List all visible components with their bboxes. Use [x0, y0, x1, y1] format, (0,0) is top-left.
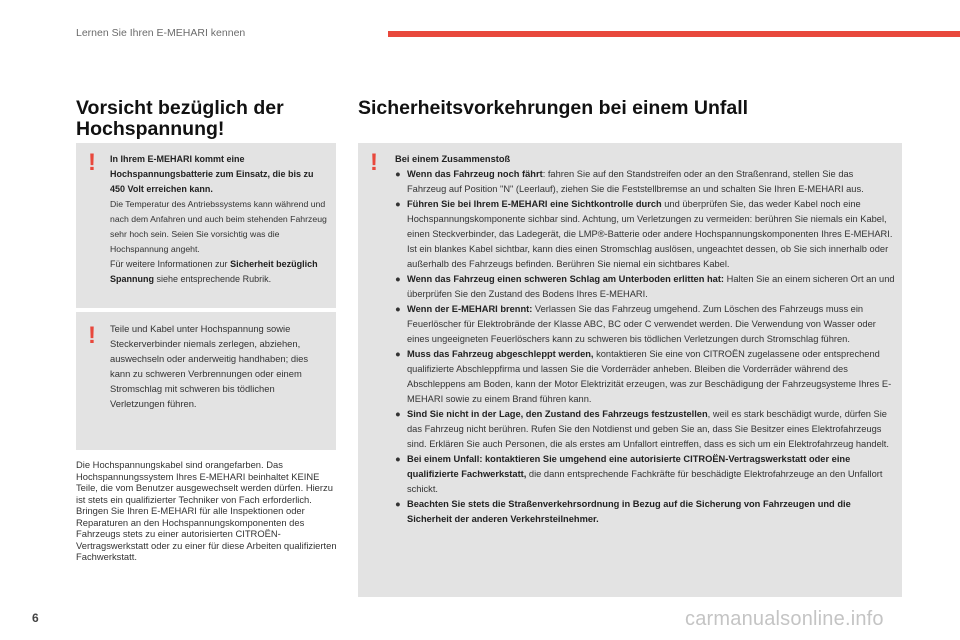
cable-info-text: [76, 459, 342, 563]
warning-exclamation-icon: !: [370, 149, 378, 176]
more-info-prefix: Für weitere Informationen zur: [110, 259, 231, 269]
warning-exclamation-icon: !: [88, 322, 96, 349]
list-item-body: kontaktieren Sie eine von CITROËN zugelassene oder entsprechend qualifizierte Abschleppfirma und lassen Sie die Vorderräder anheben. Bleiben die Vorderräder während des Abschleppens am Boden, kann der Motor Elektrizität erzeugen, was zur Beschädigung der Fahrzeugsysteme Ihres E-MEHARI sowie zu einem Brand führen kann.: [407, 349, 892, 404]
list-item: [395, 167, 895, 197]
list-item-bold: Führen Sie bei Ihrem E-MEHARI eine Sichtkontrolle durch: [407, 199, 662, 209]
cable-info-paragraph-1: Die Hochspannungskabel sind orangefarben. Das Hochspannungssystem Ihres E-MEHARI beinhaltet KEINE Teile, die vom Benutzer ausgewechselt werden dürfen. Hierzu ist stets ein qualifizierter Techniker von Fach erforderlich.: [76, 459, 333, 505]
page-number: 6: [32, 611, 39, 625]
warning-panel-text: [110, 152, 330, 287]
list-item: [395, 302, 895, 347]
accident-safety-text: [395, 152, 895, 527]
warning-exclamation-icon: !: [88, 149, 96, 176]
list-item-bold: Wenn das Fahrzeug noch fährt: [407, 169, 543, 179]
list-item-text: [407, 497, 895, 527]
left-section-title: Vorsicht bezüglich der Hochspannung!: [76, 97, 284, 140]
list-item-bold: Bei einem Unfall: kontaktieren Sie umgehend eine autorisierte CITROËN-Vertragswerkstatt oder eine qualifizierte Fachwerkstatt,: [407, 454, 851, 479]
list-item-bold: Wenn der E-MEHARI brennt:: [407, 304, 533, 314]
header-accent-bar: [388, 31, 960, 37]
list-item-bold: Beachten Sie stets die Straßenverkehrsordnung in Bezug auf die Sicherung von Fahrzeugen und die Sicherheit der anderen Verkehrsteilnehmer.: [407, 499, 851, 524]
bullet-icon: ●: [395, 499, 401, 509]
bullet-icon: ●: [395, 274, 401, 284]
list-item-text: [407, 452, 895, 497]
bullet-icon: ●: [395, 454, 401, 464]
watermark: carmanualsonline.info: [685, 608, 884, 630]
list-item-body: und überprüfen Sie, das weder Kabel noch eine Hochspannungskomponente sichbar sind. Achtung, um Verletzungen zu vermeiden: berühren Sie niemals ein Kabel, einen Steckverbinder, das Ladegerät, die LMP®-Batterie oder andere Hochspannungskomponenten Ihres E-MEHARI. Ist ein blankes Kabel sichtbar, kann dies einen Stromschlag auslösen, ungeachtet dessen, ob Sie sich innerhalb oder außerhalb des Fahrzeugs befinden. Berühren Sie niemal ein sichtbares Kabel.: [407, 199, 893, 269]
bullet-icon: ●: [395, 349, 401, 359]
more-info-bold: Sicherheit bezüglich Spannung: [110, 259, 318, 284]
list-item-text: [407, 272, 895, 302]
header-section-title: Lernen Sie Ihren E-MEHARI kennen: [76, 27, 246, 39]
list-item-bold: Wenn das Fahrzeug einen schweren Schlag am Unterboden erlitten hat:: [407, 274, 725, 284]
list-item-bold: Sind Sie nicht in der Lage, den Zustand des Fahrzeugs festzustellen: [407, 409, 708, 419]
list-item-body: Halten Sie an einem sicheren Ort an und überprüfen Sie den Zustand des Bodens Ihres E-MEHARI.: [407, 274, 895, 299]
accident-safety-panel: [358, 143, 902, 597]
warning-cables-text: Teile und Kabel unter Hochspannung sowie Steckerverbinder niemals zerlegen, abziehen, auswechseln oder anderweitig handhaben; dies kann zu schweren Verbrennungen oder einem Stromschlag mit schweren bis tödlichen Verletzungen führen.: [110, 323, 309, 409]
list-item-body: , weil es stark beschädigt wurde, dürfen Sie das Fahrzeug nicht berühren. Rufen Sie den Notdienst und geben Sie an, dass Sie Besitzer eines Elektrofahrzeugs sind. Erklären Sie auch Personen, die als erstes am Unfallort eintreffen, dass es sich um ein Elektrofahrzeug handelt.: [407, 409, 889, 449]
list-item: [395, 452, 895, 497]
list-item-text: [407, 347, 895, 407]
list-item-text: [407, 302, 895, 347]
warning-bold-intro: In Ihrem E-MEHARI kommt eine Hochspannungsbatterie zum Einsatz, die bis zu 450 Volt erreichen kann.: [110, 154, 314, 194]
bullet-icon: ●: [395, 304, 401, 314]
list-item: [395, 272, 895, 302]
list-item-text: [407, 197, 895, 272]
right-section-title: Sicherheitsvorkehrungen bei einem Unfall: [358, 97, 749, 119]
warning-more-info: [110, 257, 330, 287]
warning-panel-cables: [76, 312, 336, 450]
warning-body: Die Temperatur des Antriebssystems kann während und nach dem Anfahren und auch beim stehenden Fahrzeug sehr hoch sein. Seien Sie vorsichtig was die Hochspannung angeht.: [110, 199, 327, 254]
list-item: [395, 497, 895, 527]
list-item: [395, 407, 895, 452]
list-item-bold: Muss das Fahrzeug abgeschleppt werden,: [407, 349, 594, 359]
warning-panel-high-voltage: [76, 143, 336, 308]
more-info-suffix: siehe entsprechende Rubrik.: [154, 274, 272, 284]
list-item-text: [407, 167, 895, 197]
cable-info-paragraph-2: Bringen Sie Ihren E-MEHARI für alle Inspektionen oder Reparaturen an den Hochspannungskomponenten des Fahrzeugs stets zu einer autorisierten CITROËN-Vertragswerkstatt oder zu einer für diese Arbeiten qualifizierten Fachwerkstatt.: [76, 505, 337, 562]
list-item-body: die dann entsprechende Fachkräfte für beschädigte Elektrofahrzeuge an den Unfallort schickt.: [407, 469, 883, 494]
list-item: [395, 347, 895, 407]
list-item: [395, 197, 895, 272]
list-item-body: Verlassen Sie das Fahrzeug umgehend. Zum Löschen des Fahrzeugs muss ein Feuerlöscher für Elektrobrände der Klasse ABC, BC oder C verwendet werden. Die Verwendung von Wasser oder eines ungeeigneten Feuerlöschers kann zu schweren bis tödlichen Verletzungen durch Stromschlag führen.: [407, 304, 876, 344]
accident-heading: Bei einem Zusammenstoß: [395, 154, 511, 164]
bullet-icon: ●: [395, 409, 401, 419]
list-item-text: [407, 407, 895, 452]
bullet-icon: ●: [395, 169, 401, 179]
bullet-icon: ●: [395, 199, 401, 209]
list-item-body: : fahren Sie auf den Standstreifen oder an den Straßenrand, stellen Sie das Fahrzeug auf Position "N" (Leerlauf), ziehen Sie die Feststellbremse an und schalten Sie Ihren E-MEHARI aus.: [407, 169, 864, 194]
